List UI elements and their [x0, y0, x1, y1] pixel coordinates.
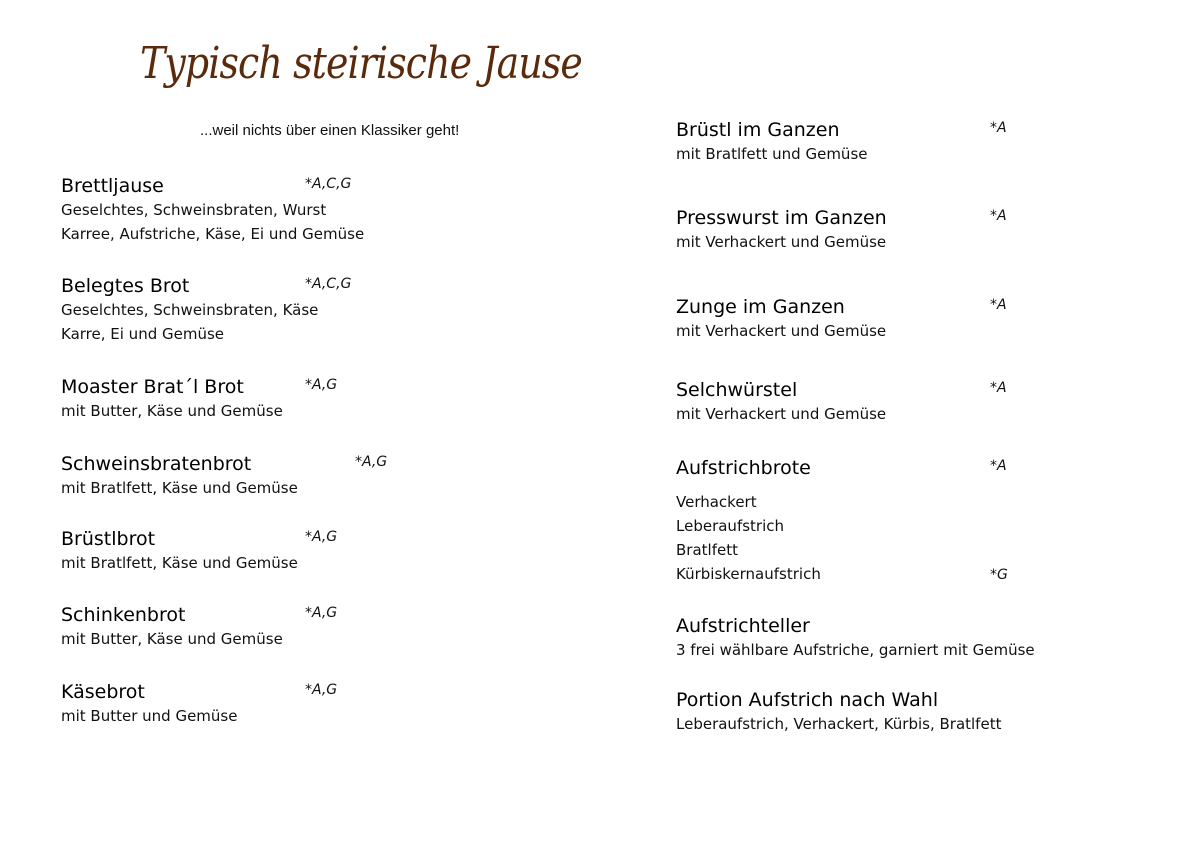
item-description: mit Bratlfett, Käse und Gemüse — [61, 479, 298, 497]
item-name: Käsebrot — [61, 681, 145, 703]
item-name: Brüstl im Ganzen — [676, 119, 840, 141]
item-name: Zunge im Ganzen — [676, 296, 845, 318]
item-allergen: *A — [990, 208, 1007, 224]
spread-name: Kürbiskernaufstrich — [676, 565, 821, 583]
item-name: Belegtes Brot — [61, 275, 190, 297]
spread-name: Verhackert — [676, 493, 757, 511]
spread-list — [676, 490, 1196, 586]
item-allergen: *A,C,G — [305, 276, 352, 292]
item-name: Schweinsbratenbrot — [61, 453, 252, 475]
item-allergen: *A,G — [305, 529, 338, 545]
item-name: Aufstrichteller — [676, 615, 810, 637]
item-allergen: *A — [990, 120, 1007, 136]
item-description: Leberaufstrich, Verhackert, Kürbis, Bratlfett — [676, 715, 1002, 733]
menu-item-moaster-bratl-brot — [61, 375, 581, 423]
item-description: mit Verhackert und Gemüse — [676, 405, 887, 423]
item-name: Schinkenbrot — [61, 604, 186, 626]
item-description: Geselchtes, Schweinsbraten, Wurst — [61, 201, 327, 219]
item-allergen: *A,C,G — [305, 176, 352, 192]
list-item — [676, 514, 1196, 538]
menu-item-aufstrichbrote — [676, 456, 1196, 586]
menu-item-bruestlbrot — [61, 527, 581, 575]
menu-item-selchwuerstel — [676, 378, 1196, 426]
item-allergen: *A,G — [305, 682, 338, 698]
menu-item-bruestl-im-ganzen — [676, 118, 1196, 166]
item-description: mit Verhackert und Gemüse — [676, 322, 887, 340]
item-name: Brüstlbrot — [61, 528, 156, 550]
spread-name: Bratlfett — [676, 541, 738, 559]
spread-allergen: *G — [990, 567, 1008, 583]
menu-title: Typisch steirische Jause — [140, 38, 582, 89]
menu-item-portion-aufstrich — [676, 688, 1196, 736]
item-allergen: *A,G — [305, 377, 338, 393]
list-item — [676, 490, 1196, 514]
item-allergen: *A,G — [355, 454, 388, 470]
menu-item-brettljause — [61, 174, 581, 246]
menu-item-aufstrichteller — [676, 614, 1196, 662]
item-description: 3 frei wählbare Aufstriche, garniert mit Gemüse — [676, 641, 1035, 659]
item-description: mit Butter, Käse und Gemüse — [61, 630, 283, 648]
menu-item-kaesebrot — [61, 680, 581, 728]
item-description: Geselchtes, Schweinsbraten, Käse — [61, 301, 319, 319]
item-name: Selchwürstel — [676, 379, 798, 401]
item-name: Portion Aufstrich nach Wahl — [676, 689, 939, 711]
item-name: Brettljause — [61, 175, 164, 197]
item-name: Aufstrichbrote — [676, 457, 811, 479]
item-allergen: *A — [990, 297, 1007, 313]
item-description: mit Bratlfett und Gemüse — [676, 145, 868, 163]
item-allergen: *A — [990, 380, 1007, 396]
menu-item-presswurst-im-ganzen — [676, 206, 1196, 254]
menu-item-schinkenbrot — [61, 603, 581, 651]
menu-item-zunge-im-ganzen — [676, 295, 1196, 343]
item-description: mit Butter und Gemüse — [61, 707, 238, 725]
item-description: mit Butter, Käse und Gemüse — [61, 402, 283, 420]
menu-item-belegtes-brot — [61, 274, 581, 346]
item-allergen: *A — [990, 458, 1007, 474]
item-description: Karre, Ei und Gemüse — [61, 325, 225, 343]
item-name: Presswurst im Ganzen — [676, 207, 887, 229]
menu-item-schweinsbratenbrot — [61, 452, 581, 500]
list-item — [676, 538, 1196, 562]
item-description: mit Bratlfett, Käse und Gemüse — [61, 554, 298, 572]
item-allergen: *A,G — [305, 605, 338, 621]
spread-name: Leberaufstrich — [676, 517, 785, 535]
list-item — [676, 562, 1196, 586]
item-description: mit Verhackert und Gemüse — [676, 233, 887, 251]
menu-subtitle: ...weil nichts über einen Klassiker geht! — [200, 122, 460, 139]
item-name: Moaster Brat´l Brot — [61, 376, 244, 398]
item-description: Karree, Aufstriche, Käse, Ei und Gemüse — [61, 225, 365, 243]
